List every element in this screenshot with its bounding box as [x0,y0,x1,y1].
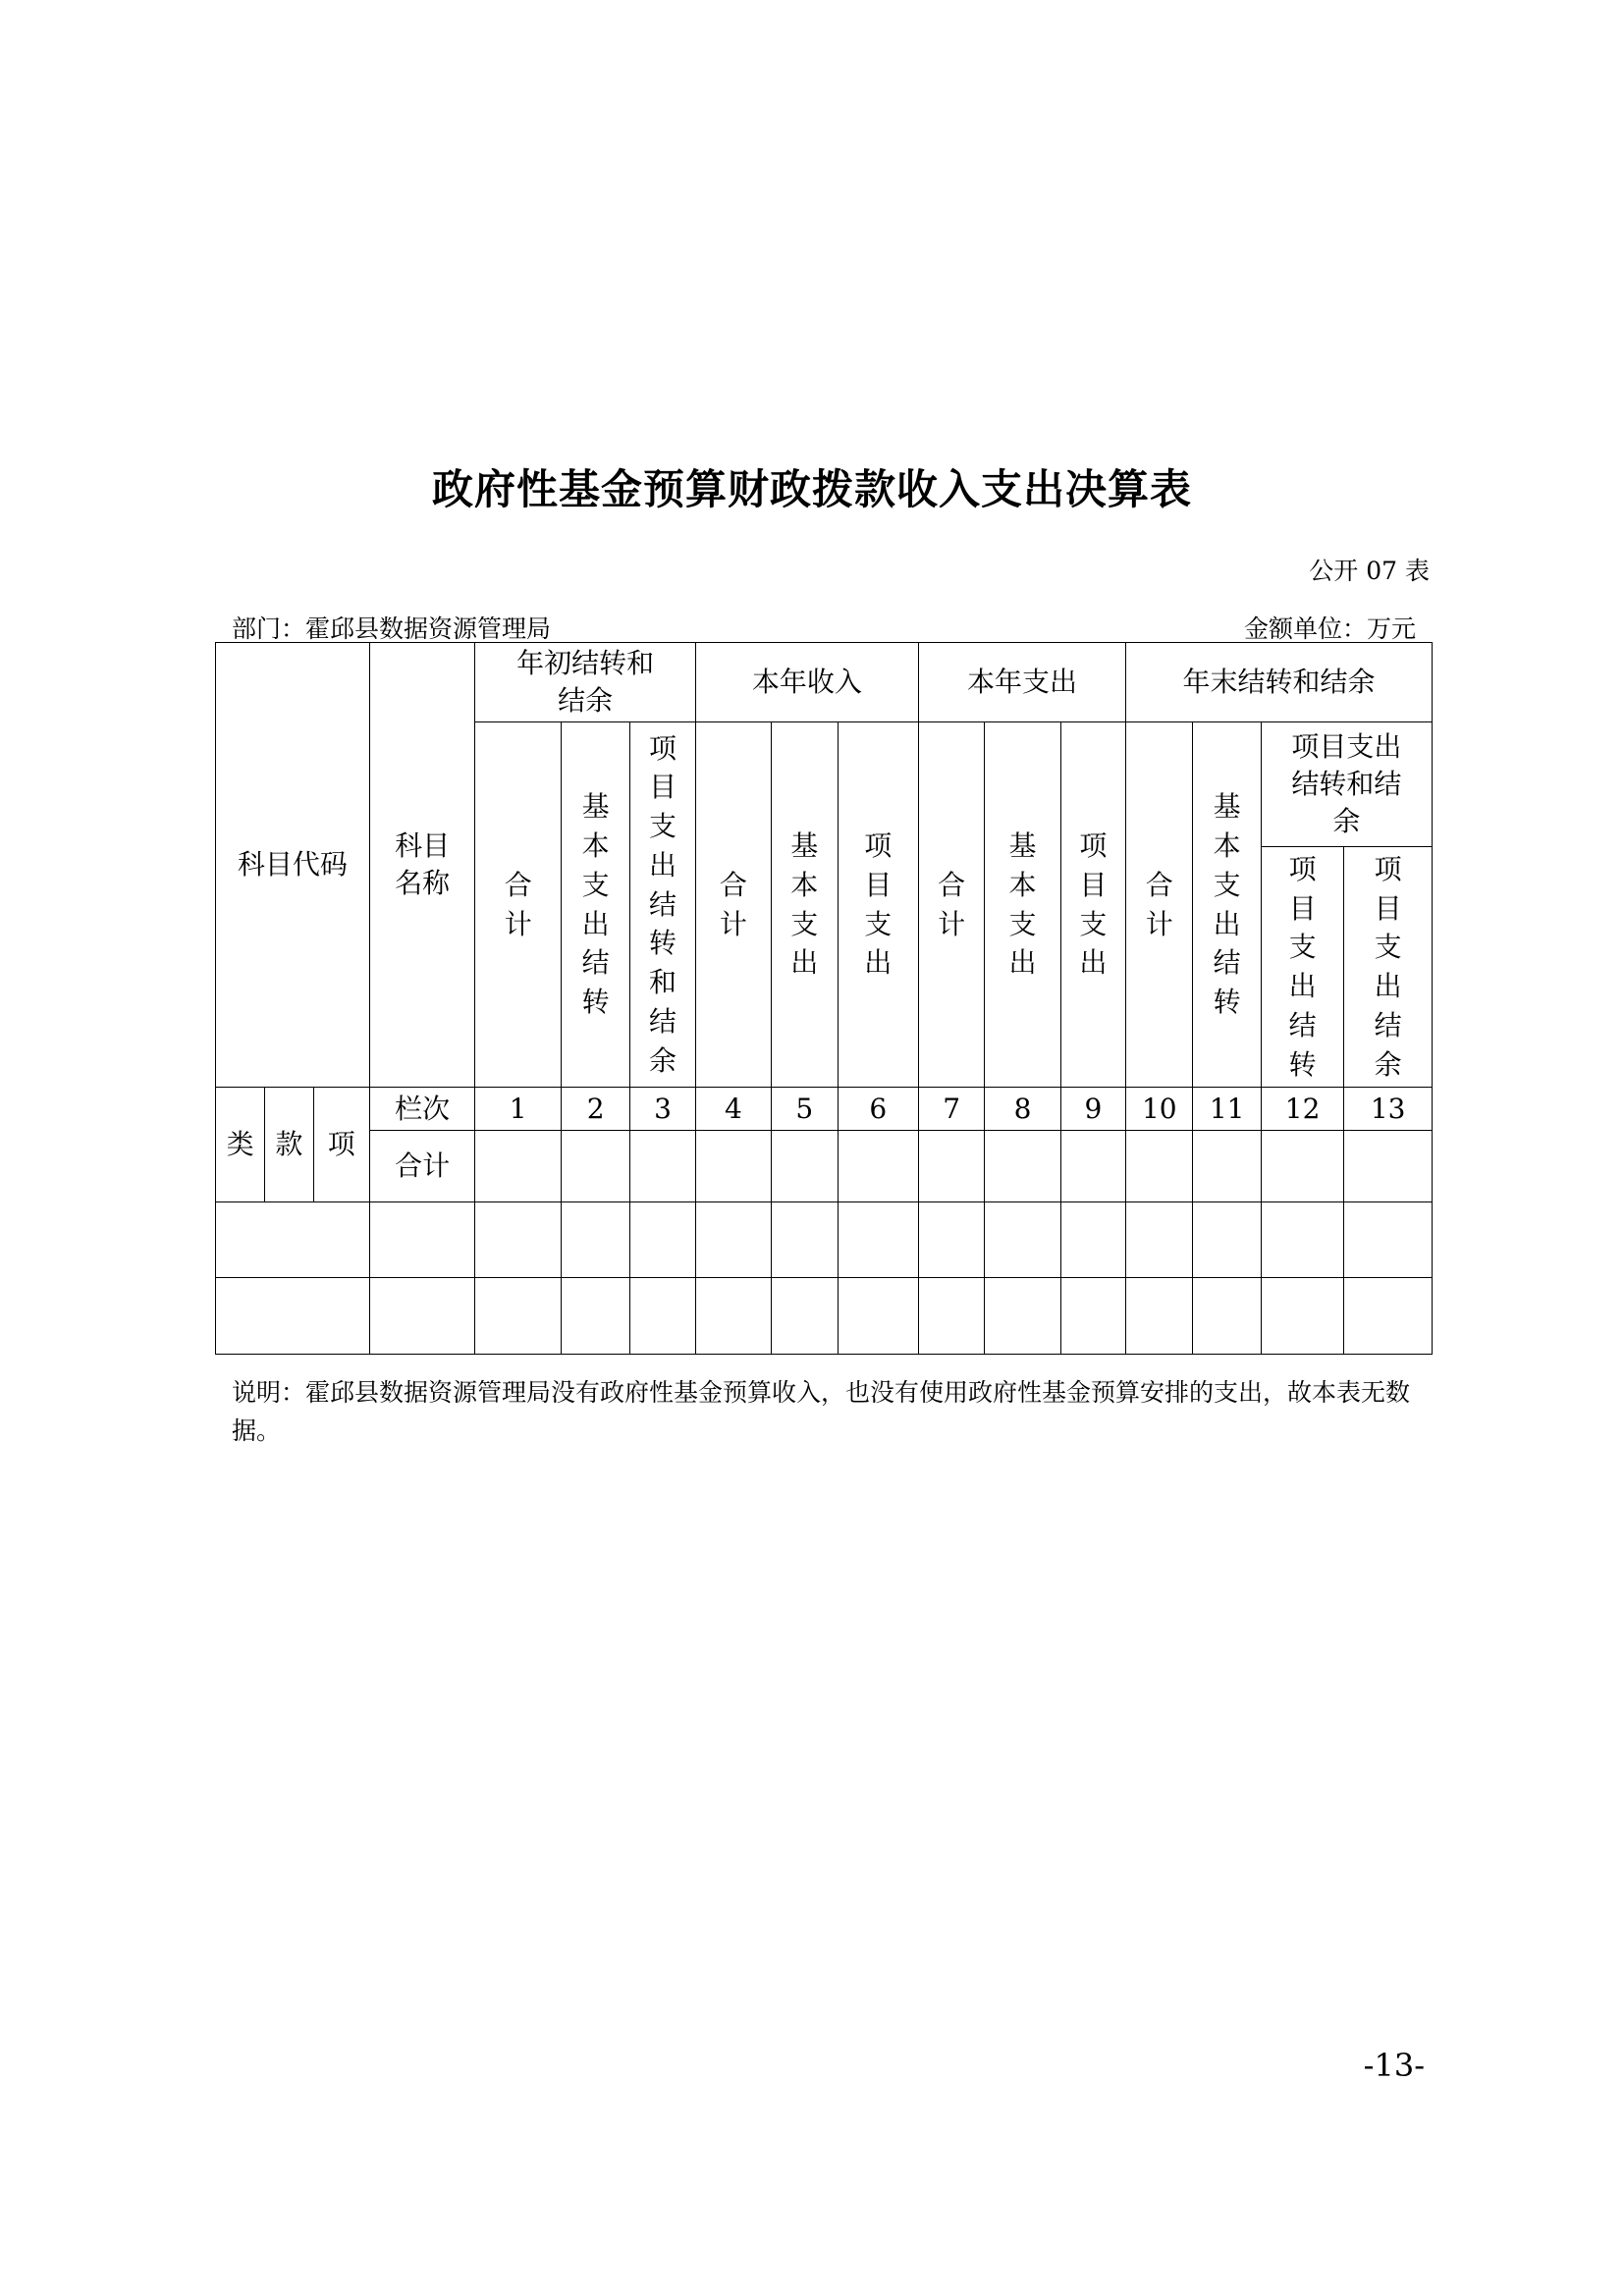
table-row [216,1278,1433,1355]
end-project-group-header: 项目支出结转和结余 [1261,722,1432,847]
budget-table [215,642,1433,1355]
col-number: 9 [1060,1088,1125,1131]
begin-total-header: 合计 [475,722,561,1088]
col-number: 5 [772,1088,838,1131]
column-number-label: 栏次 [369,1088,475,1131]
income-total-header: 合计 [695,722,771,1088]
col-number: 12 [1261,1088,1343,1131]
col-number: 7 [918,1088,984,1131]
kuan-header: 款 [265,1088,313,1202]
col-number: 10 [1126,1088,1193,1131]
end-basic-carry-header: 基本支出结转 [1193,722,1261,1088]
table-cell [475,1202,561,1278]
begin-project-carry-balance-header: 项目支出结转和结余 [630,722,695,1088]
begin-basic-carry-header: 基本支出结转 [561,722,629,1088]
table-cell [630,1202,695,1278]
lei-header: 类 [216,1088,265,1202]
income-group-header: 本年收入 [695,643,918,722]
table-cell [772,1131,838,1202]
table-cell [1344,1278,1433,1355]
table-cell [216,1278,370,1355]
table-cell [1193,1131,1261,1202]
table-cell [1060,1131,1125,1202]
table-cell [630,1131,695,1202]
table-cell [369,1202,475,1278]
end-project-carry-header: 项目支出结转 [1261,847,1343,1088]
table-cell [695,1202,771,1278]
table-cell [695,1131,771,1202]
table-cell [918,1202,984,1278]
table-cell [838,1131,918,1202]
table-cell [985,1202,1060,1278]
income-project-header: 项目支出 [838,722,918,1088]
form-number: 公开 07 表 [1309,557,1430,585]
col-number: 11 [1193,1088,1261,1131]
end-project-balance-header: 项目支出结余 [1344,847,1433,1088]
table-cell [772,1278,838,1355]
table-cell [838,1202,918,1278]
col-number: 4 [695,1088,771,1131]
page-number: -13- [1363,2047,1425,2084]
table-cell [918,1278,984,1355]
department-label: 部门：霍邱县数据资源管理局 [232,614,552,643]
table-cell [1261,1278,1343,1355]
table-cell [1193,1278,1261,1355]
income-basic-header: 基本支出 [772,722,838,1088]
table-cell [630,1278,695,1355]
table-cell [1261,1202,1343,1278]
table-cell [1126,1278,1193,1355]
total-row-label: 合计 [369,1131,475,1202]
xiang-header: 项 [313,1088,369,1202]
table-cell [561,1131,629,1202]
page-title: 政府性基金预算财政拨款收入支出决算表 [431,465,1192,513]
table-cell [561,1278,629,1355]
table-cell [475,1131,561,1202]
table-cell [1344,1202,1433,1278]
col-number: 3 [630,1088,695,1131]
col-number: 6 [838,1088,918,1131]
table-row [216,1202,1433,1278]
table-cell [1261,1131,1343,1202]
table-cell [1060,1278,1125,1355]
amount-unit-label: 金额单位：万元 [1243,614,1416,643]
col-number: 13 [1344,1088,1433,1131]
table-cell [475,1278,561,1355]
table-cell [1126,1202,1193,1278]
expense-total-header: 合计 [918,722,984,1088]
table-cell [1060,1202,1125,1278]
expense-project-header: 项目支出 [1060,722,1125,1088]
end-total-header: 合计 [1126,722,1193,1088]
col-number: 8 [985,1088,1060,1131]
table-cell [561,1202,629,1278]
explanatory-note: 说明：霍邱县数据资源管理局没有政府性基金预算收入，也没有使用政府性基金预算安排的支出，故本表无数据。 [232,1378,1411,1445]
subject-code-header: 科目代码 [216,643,370,1088]
end-balance-group-header: 年末结转和结余 [1126,643,1433,722]
table-cell [985,1131,1060,1202]
table-cell [985,1278,1060,1355]
table-cell [1193,1202,1261,1278]
table-cell [838,1278,918,1355]
subject-name-header: 科目名称 [369,643,475,1088]
begin-balance-group-header: 年初结转和结余 [475,643,695,722]
table-cell [1126,1131,1193,1202]
col-number: 1 [475,1088,561,1131]
table-cell [695,1278,771,1355]
total-row [216,1131,1433,1202]
expense-group-header: 本年支出 [918,643,1125,722]
table-cell [918,1131,984,1202]
col-number: 2 [561,1088,629,1131]
table-cell [772,1202,838,1278]
table-cell [1344,1131,1433,1202]
table-cell [369,1278,475,1355]
table-cell [216,1202,370,1278]
expense-basic-header: 基本支出 [985,722,1060,1088]
